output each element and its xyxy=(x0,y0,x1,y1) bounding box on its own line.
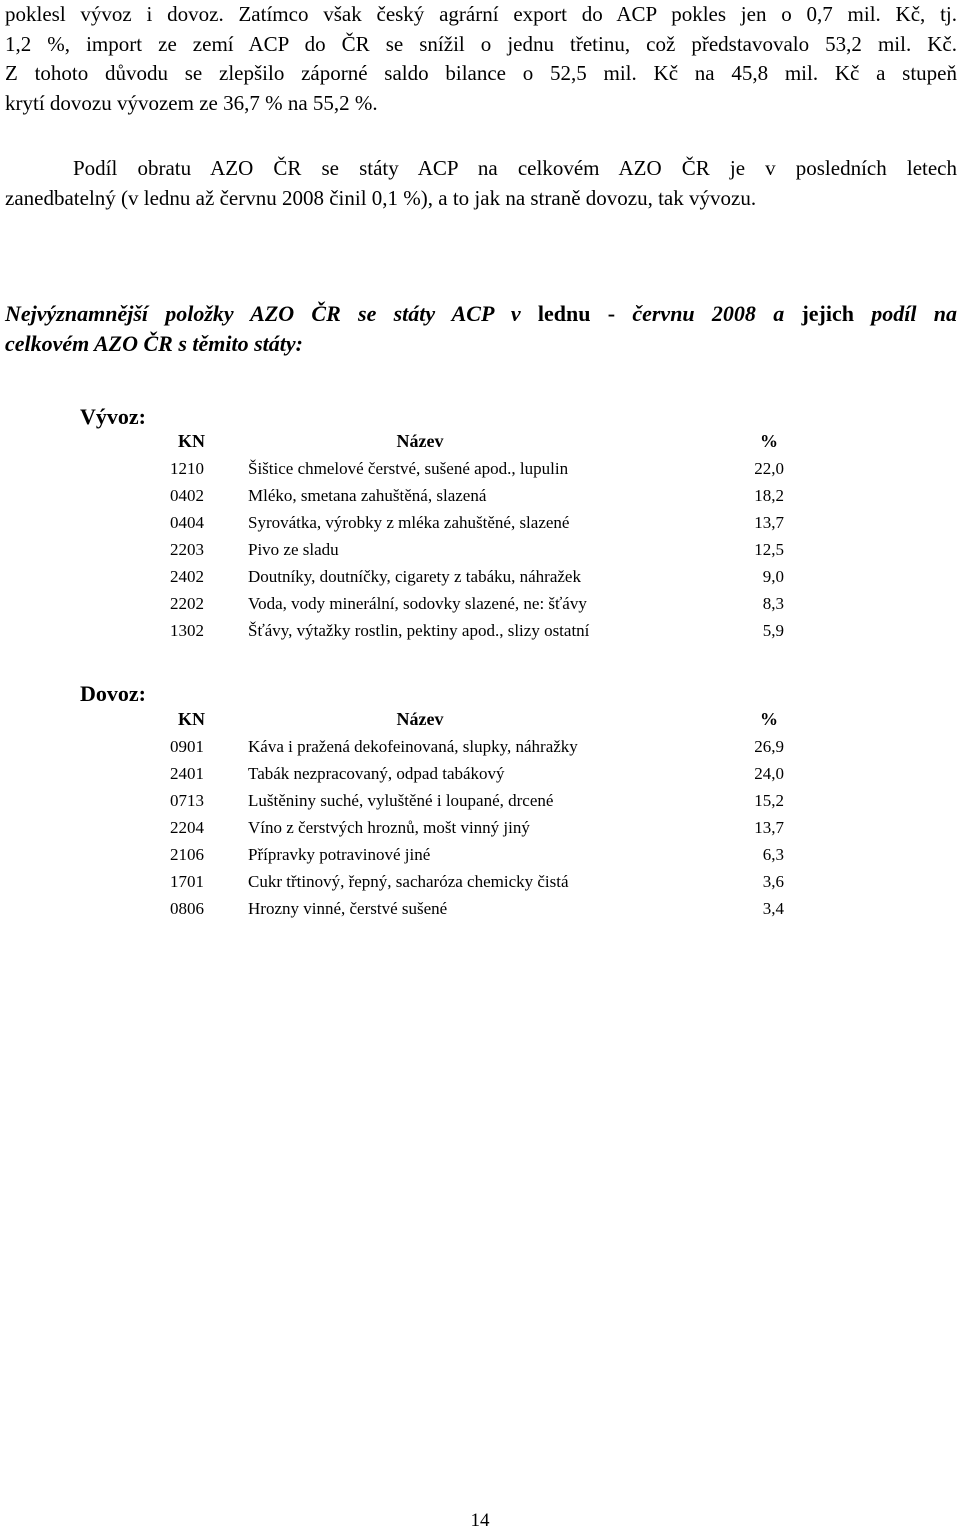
column-header-kn: KN xyxy=(178,709,205,729)
table-header xyxy=(170,706,790,733)
share-line: zanedbatelný (v lednu až červnu 2008 činil 0,1 %), a to jak na straně dovozu, tak vývozu. xyxy=(5,185,757,210)
cell-kn: 1302 xyxy=(170,621,204,640)
heading-part: a xyxy=(773,301,802,326)
table-row xyxy=(170,733,790,760)
cell-pct: 12,5 xyxy=(754,540,784,559)
cell-name: Cukr třtinový, řepný, sacharóza chemicky čistá xyxy=(248,872,569,891)
export-label: Vývoz: xyxy=(80,404,146,429)
table-row xyxy=(170,868,790,895)
table-row xyxy=(170,455,790,482)
intro-paragraph xyxy=(5,0,957,118)
heading-part: Nejvýznamnější položky AZO ČR se státy ACP v xyxy=(5,301,538,326)
heading-line-2: celkovém AZO ČR s těmito státy: xyxy=(5,330,303,356)
cell-pct: 13,7 xyxy=(754,513,784,532)
cell-kn: 1210 xyxy=(170,459,204,478)
table-header xyxy=(170,428,790,455)
cell-pct: 22,0 xyxy=(754,459,784,478)
cell-name: Šištice chmelové čerstvé, sušené apod., lupulin xyxy=(248,459,569,478)
table-row xyxy=(170,482,790,509)
cell-kn: 2202 xyxy=(170,594,204,613)
share-line: Podíl obratu AZO ČR se státy ACP na celkovém AZO ČR je v posledních letech xyxy=(73,156,957,180)
export-table xyxy=(170,428,790,644)
cell-name: Káva i pražená dekofeinovaná, slupky, náhražky xyxy=(248,737,578,756)
cell-kn: 2106 xyxy=(170,845,204,864)
cell-pct: 3,4 xyxy=(762,899,784,918)
cell-name: Hrozny vinné, čerstvé sušené xyxy=(248,899,448,918)
table-row xyxy=(170,536,790,563)
cell-pct: 18,2 xyxy=(754,486,784,505)
cell-name: Mléko, smetana zahuštěná, slazená xyxy=(248,486,487,505)
column-header-name: Název xyxy=(396,431,444,451)
cell-kn: 2204 xyxy=(170,818,204,837)
table-row xyxy=(170,509,790,536)
table-row xyxy=(170,563,790,590)
table-row xyxy=(170,787,790,814)
cell-pct: 6,3 xyxy=(762,845,784,864)
cell-name: Přípravky potravinové jiné xyxy=(248,845,431,864)
cell-name: Syrovátka, výrobky z mléka zahuštěné, slazené xyxy=(248,513,570,532)
import-table xyxy=(170,706,790,922)
cell-kn: 0901 xyxy=(170,737,204,756)
cell-kn: 0402 xyxy=(170,486,204,505)
heading-line-1 xyxy=(5,299,957,329)
share-paragraph xyxy=(5,154,957,213)
cell-kn: 0404 xyxy=(170,513,204,532)
column-header-pct: % xyxy=(760,431,778,451)
table-row xyxy=(170,895,790,922)
cell-name: Luštěniny suché, vyluštěné i loupané, drcené xyxy=(248,791,554,810)
table-row xyxy=(170,590,790,617)
column-header-kn: KN xyxy=(178,431,205,451)
cell-kn: 0806 xyxy=(170,899,204,918)
heading-part: lednu - xyxy=(537,301,633,326)
cell-pct: 9,0 xyxy=(762,567,784,586)
intro-line: 1,2 %, import ze zemí ACP do ČR se snížil o jednu třetinu, což představovalo 53,2 mil. Kč. xyxy=(5,31,957,56)
cell-pct: 8,3 xyxy=(762,594,784,613)
cell-kn: 0713 xyxy=(170,791,204,810)
table-row xyxy=(170,841,790,868)
table-row xyxy=(170,760,790,787)
heading-part: červnu 2008 xyxy=(632,301,774,326)
cell-pct: 15,2 xyxy=(754,791,784,810)
cell-kn: 1701 xyxy=(170,872,204,891)
cell-pct: 5,9 xyxy=(762,621,784,640)
column-header-name: Název xyxy=(396,709,444,729)
cell-name: Šťávy, výtažky rostlin, pektiny apod., slizy ostatní xyxy=(248,621,590,640)
page-number: 14 xyxy=(470,1510,490,1531)
cell-name: Pivo ze sladu xyxy=(248,540,339,559)
cell-name: Tabák nezpracovaný, odpad tabákový xyxy=(248,764,505,783)
intro-line: krytí dovozu vývozem ze 36,7 % na 55,2 %. xyxy=(5,90,378,115)
heading-part: podíl na xyxy=(871,301,957,326)
heading-part: jejich xyxy=(801,301,872,326)
cell-pct: 13,7 xyxy=(754,818,784,837)
cell-kn: 2203 xyxy=(170,540,204,559)
cell-name: Voda, vody minerální, sodovky slazené, ne: šťávy xyxy=(248,594,587,613)
column-header-pct: % xyxy=(760,709,778,729)
cell-pct: 3,6 xyxy=(762,872,784,891)
intro-line: poklesl vývoz i dovoz. Zatímco však český agrární export do ACP pokles jen o 0,7 mil. Kč, tj. xyxy=(5,2,957,26)
table-row xyxy=(170,617,790,644)
table-row xyxy=(170,814,790,841)
cell-name: Doutníky, doutníčky, cigarety z tabáku, náhražek xyxy=(248,567,581,586)
cell-pct: 24,0 xyxy=(754,764,784,783)
cell-pct: 26,9 xyxy=(754,737,784,756)
cell-kn: 2401 xyxy=(170,764,204,783)
section-heading xyxy=(5,299,957,358)
cell-kn: 2402 xyxy=(170,567,204,586)
cell-name: Víno z čerstvých hroznů, mošt vinný jiný xyxy=(248,818,530,837)
intro-line: Z tohoto důvodu se zlepšilo záporné saldo bilance o 52,5 mil. Kč na 45,8 mil. Kč a stupeň xyxy=(5,61,957,85)
import-label: Dovoz: xyxy=(80,681,146,706)
